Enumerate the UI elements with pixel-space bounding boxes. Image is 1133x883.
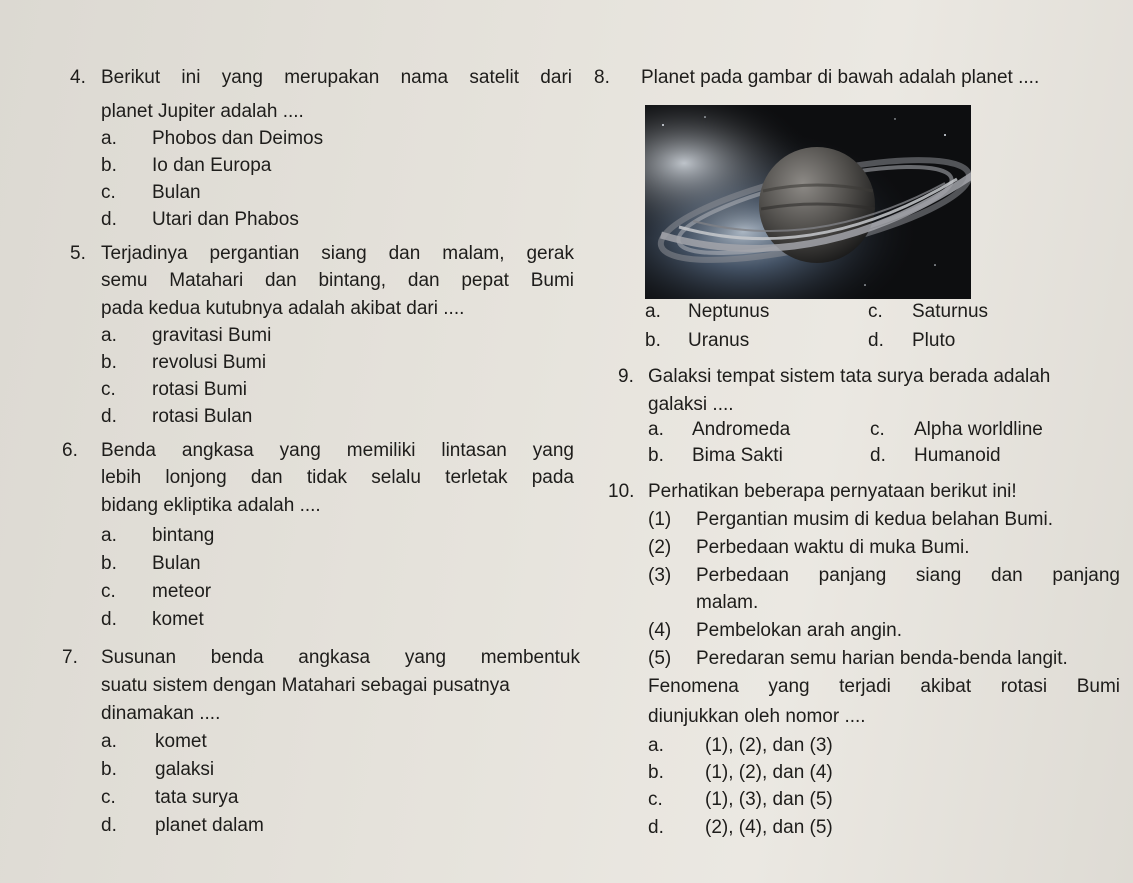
option-text: meteor (152, 581, 212, 602)
question-text: Fenomena yang terjadi akibat rotasi Bumi (648, 676, 1120, 697)
option-text: Phobos dan Deimos (152, 128, 324, 149)
option-letter: b. (101, 553, 117, 574)
option-text: (1), (3), dan (5) (705, 789, 833, 810)
option-text: Neptunus (688, 301, 770, 322)
question-text: Galaksi tempat sistem tata surya berada adalah (648, 366, 1051, 387)
question-text: lebih lonjong dan tidak selalu terletak pada (101, 467, 574, 488)
option-letter: a. (648, 419, 664, 440)
option-text: Humanoid (914, 445, 1001, 466)
statement-text: Peredaran semu harian benda-benda langit. (696, 648, 1068, 669)
option-letter: b. (648, 762, 664, 783)
statement-text-cont: malam. (696, 592, 759, 613)
option-text: rotasi Bumi (152, 379, 248, 400)
question-number: 6. (62, 440, 78, 461)
option-text: Pluto (912, 330, 956, 351)
option-letter: b. (101, 759, 117, 780)
option-letter: d. (101, 406, 117, 427)
option-letter: a. (648, 735, 664, 756)
option-letter: a. (645, 301, 661, 322)
option-text: Andromeda (692, 419, 791, 440)
option-text: Bulan (152, 553, 201, 574)
option-letter: d. (868, 330, 884, 351)
question-text: bidang ekliptika adalah .... (101, 495, 321, 516)
statement-number: (4) (648, 620, 672, 641)
option-letter: b. (645, 330, 661, 351)
option-text: (2), (4), dan (5) (705, 817, 833, 838)
statement-text: Pembelokan arah angin. (696, 620, 902, 641)
question-text: semu Matahari dan bintang, dan pepat Bumi (101, 270, 574, 291)
question-text: Planet pada gambar di bawah adalah planet .... (641, 67, 1040, 88)
option-letter: d. (648, 817, 664, 838)
option-letter: b. (101, 155, 117, 176)
option-text: Saturnus (912, 301, 989, 322)
question-text: Susunan benda angkasa yang membentuk (101, 647, 580, 668)
option-letter: b. (648, 445, 664, 466)
question-number: 10. (608, 481, 635, 502)
question-number: 5. (70, 243, 86, 264)
statement-text: Pergantian musim di kedua belahan Bumi. (696, 509, 1053, 530)
option-text: planet dalam (155, 815, 264, 836)
statement-number: (3) (648, 565, 672, 586)
statement-number: (5) (648, 648, 672, 669)
option-text: rotasi Bulan (152, 406, 253, 427)
question-number: 4. (70, 67, 86, 88)
option-letter: a. (101, 128, 117, 149)
option-letter: b. (101, 352, 117, 373)
option-letter: d. (101, 609, 117, 630)
option-letter: a. (101, 325, 117, 346)
option-text: komet (152, 609, 204, 630)
option-letter: d. (870, 445, 886, 466)
saturn-image (645, 105, 971, 299)
option-text: gravitasi Bumi (152, 325, 272, 346)
question-text: Terjadinya pergantian siang dan malam, gerak (101, 243, 574, 264)
option-text: Io dan Europa (152, 155, 272, 176)
option-text: komet (155, 731, 207, 752)
option-letter: a. (101, 731, 117, 752)
option-text: revolusi Bumi (152, 352, 267, 373)
option-text: (1), (2), dan (4) (705, 762, 833, 783)
option-text: Bima Sakti (692, 445, 783, 466)
option-text: Uranus (688, 330, 750, 351)
question-number: 7. (62, 647, 78, 668)
statement-number: (1) (648, 509, 672, 530)
option-letter: d. (101, 815, 117, 836)
question-text: planet Jupiter adalah .... (101, 101, 304, 122)
question-intro: Perhatikan beberapa pernyataan berikut ini! (648, 481, 1017, 502)
option-letter: c. (101, 581, 116, 602)
option-text: Alpha worldline (914, 419, 1043, 440)
question-text: Benda angkasa yang memiliki lintasan yang (101, 440, 574, 461)
option-letter: c. (101, 182, 116, 203)
option-letter: a. (101, 525, 117, 546)
option-text: Bulan (152, 182, 201, 203)
question-text: pada kedua kutubnya adalah akibat dari .... (101, 298, 465, 319)
question-number: 8. (594, 67, 610, 88)
option-letter: c. (870, 419, 885, 440)
option-text: galaksi (155, 759, 215, 780)
statement-number: (2) (648, 537, 672, 558)
question-text: suatu sistem dengan Matahari sebagai pusatnya (101, 675, 510, 696)
question-text: Berikut ini yang merupakan nama satelit dari (101, 67, 572, 88)
statement-text: Perbedaan waktu di muka Bumi. (696, 537, 970, 558)
option-letter: c. (648, 789, 663, 810)
question-text: galaksi .... (648, 394, 734, 415)
question-text: dinamakan .... (101, 703, 221, 724)
question-number: 9. (618, 366, 634, 387)
statement-text: Perbedaan panjang siang dan panjang (696, 565, 1120, 586)
option-letter: c. (868, 301, 883, 322)
option-text: tata surya (155, 787, 239, 808)
option-text: Utari dan Phabos (152, 209, 299, 230)
option-letter: c. (101, 787, 116, 808)
option-text: bintang (152, 525, 215, 546)
option-text: (1), (2), dan (3) (705, 735, 833, 756)
option-letter: c. (101, 379, 116, 400)
option-letter: d. (101, 209, 117, 230)
question-text: diunjukkan oleh nomor .... (648, 706, 866, 727)
